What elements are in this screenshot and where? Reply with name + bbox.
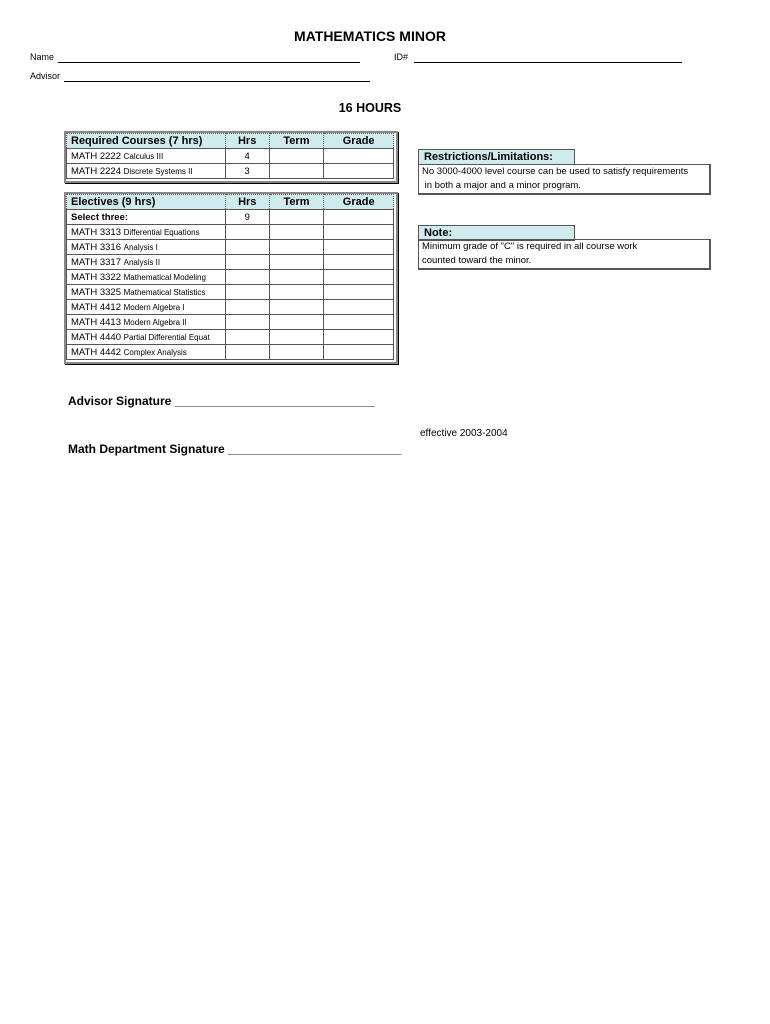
table-row — [67, 255, 394, 270]
term-cell[interactable] — [269, 149, 324, 164]
course-cell — [67, 164, 226, 179]
term-cell[interactable] — [269, 240, 324, 255]
electives-grade-header: Grade — [324, 195, 394, 210]
course-name: Analysis II — [123, 257, 161, 267]
course-code: MATH 3317 — [71, 256, 121, 268]
hrs-cell — [225, 270, 269, 285]
course-code: MATH 4442 — [71, 346, 121, 358]
term-cell[interactable] — [269, 255, 324, 270]
term-cell[interactable] — [269, 300, 324, 315]
hrs-cell — [225, 255, 269, 270]
term-cell[interactable] — [269, 285, 324, 300]
electives-heading: Electives (9 hrs) — [67, 195, 226, 210]
term-cell — [269, 210, 324, 225]
grade-cell — [324, 210, 394, 225]
required-hrs-header: Hrs — [225, 134, 269, 149]
grade-cell[interactable] — [324, 240, 394, 255]
hrs-cell — [225, 330, 269, 345]
term-cell[interactable] — [269, 164, 324, 179]
hrs-cell — [225, 345, 269, 360]
term-cell[interactable] — [269, 225, 324, 240]
course-cell — [67, 270, 226, 285]
grade-cell[interactable] — [324, 225, 394, 240]
course-name: Modern Algebra I — [123, 302, 185, 312]
course-code: MATH 4440 — [71, 331, 121, 343]
table-row — [67, 315, 394, 330]
name-label: Name — [30, 52, 55, 62]
hrs-cell — [225, 300, 269, 315]
course-code: MATH 3325 — [71, 286, 121, 298]
table-row — [67, 164, 394, 179]
page-title: MATHEMATICS MINOR — [294, 28, 446, 44]
hrs-cell — [225, 285, 269, 300]
course-name: Mathematical Statistics — [123, 287, 206, 297]
total-hours: 16 HOURS — [338, 101, 402, 115]
course-name: Partial Differential Equat — [123, 332, 210, 342]
course-cell — [67, 225, 226, 240]
term-cell[interactable] — [269, 345, 324, 360]
course-cell — [67, 315, 226, 330]
grade-cell[interactable] — [324, 255, 394, 270]
effective-date: effective 2003-2004 — [420, 428, 508, 439]
table-row — [67, 210, 394, 225]
course-code: MATH 3313 — [71, 226, 121, 238]
note-body — [418, 239, 711, 270]
hrs-cell — [225, 315, 269, 330]
id-label: ID# — [394, 52, 409, 62]
required-grade-header: Grade — [324, 134, 394, 149]
name-field[interactable] — [58, 62, 360, 63]
table-row — [67, 225, 394, 240]
course-code: MATH 2224 — [71, 165, 121, 177]
course-code: MATH 3316 — [71, 241, 121, 253]
course-cell — [67, 300, 226, 315]
restrictions-line-1: No 3000-4000 level course can be used to satisfy requirements — [422, 166, 689, 177]
course-cell — [67, 330, 226, 345]
id-field[interactable] — [414, 62, 682, 63]
grade-cell[interactable] — [324, 164, 394, 179]
course-name: Differential Equations — [123, 227, 200, 237]
course-name: Discrete Systems II — [123, 166, 193, 176]
grade-cell[interactable] — [324, 315, 394, 330]
advisor-signature[interactable]: Advisor Signature ______________________________ — [68, 394, 375, 408]
term-cell[interactable] — [269, 315, 324, 330]
required-table — [66, 133, 394, 179]
grade-cell[interactable] — [324, 345, 394, 360]
hrs-cell: 9 — [225, 210, 269, 225]
electives-hrs-header: Hrs — [225, 195, 269, 210]
table-row — [67, 345, 394, 360]
table-row — [67, 330, 394, 345]
note-heading: Note: — [418, 225, 575, 241]
table-row — [67, 300, 394, 315]
course-name: Analysis I — [123, 242, 158, 252]
select-three-label: Select three: — [67, 210, 226, 225]
grade-cell[interactable] — [324, 149, 394, 164]
table-row — [67, 285, 394, 300]
math-department-signature[interactable]: Math Department Signature __________________________ — [68, 442, 402, 456]
table-row — [67, 149, 394, 164]
course-name: Calculus III — [123, 151, 164, 161]
course-cell — [67, 240, 226, 255]
table-row — [67, 240, 394, 255]
course-cell — [67, 149, 226, 164]
required-heading: Required Courses (7 hrs) — [67, 134, 226, 149]
grade-cell[interactable] — [324, 285, 394, 300]
course-name: Complex Analysis — [123, 347, 187, 357]
restrictions-line-2: in both a major and a minor program. — [422, 180, 581, 191]
advisor-field[interactable] — [64, 81, 370, 82]
course-cell — [67, 345, 226, 360]
table-row — [67, 270, 394, 285]
term-cell[interactable] — [269, 270, 324, 285]
course-code: MATH 4413 — [71, 316, 121, 328]
required-term-header: Term — [269, 134, 324, 149]
course-cell — [67, 255, 226, 270]
term-cell[interactable] — [269, 330, 324, 345]
hrs-cell — [225, 240, 269, 255]
hrs-cell: 3 — [225, 164, 269, 179]
grade-cell[interactable] — [324, 300, 394, 315]
course-code: MATH 4412 — [71, 301, 121, 313]
course-code: MATH 2222 — [71, 150, 121, 162]
course-code: MATH 3322 — [71, 271, 121, 283]
grade-cell[interactable] — [324, 270, 394, 285]
restrictions-heading: Restrictions/Limitations: — [418, 149, 575, 165]
electives-table — [66, 194, 394, 360]
electives-term-header: Term — [269, 195, 324, 210]
grade-cell[interactable] — [324, 330, 394, 345]
course-name: Mathematical Modeling — [123, 272, 206, 282]
course-name: Modern Algebra II — [123, 317, 187, 327]
course-cell — [67, 285, 226, 300]
note-line-1: Minimum grade of "C" is required in all course work — [422, 241, 638, 252]
hrs-cell: 4 — [225, 149, 269, 164]
note-line-2: counted toward the minor. — [422, 255, 532, 266]
restrictions-body — [418, 164, 711, 195]
hrs-cell — [225, 225, 269, 240]
advisor-label: Advisor — [30, 71, 61, 81]
